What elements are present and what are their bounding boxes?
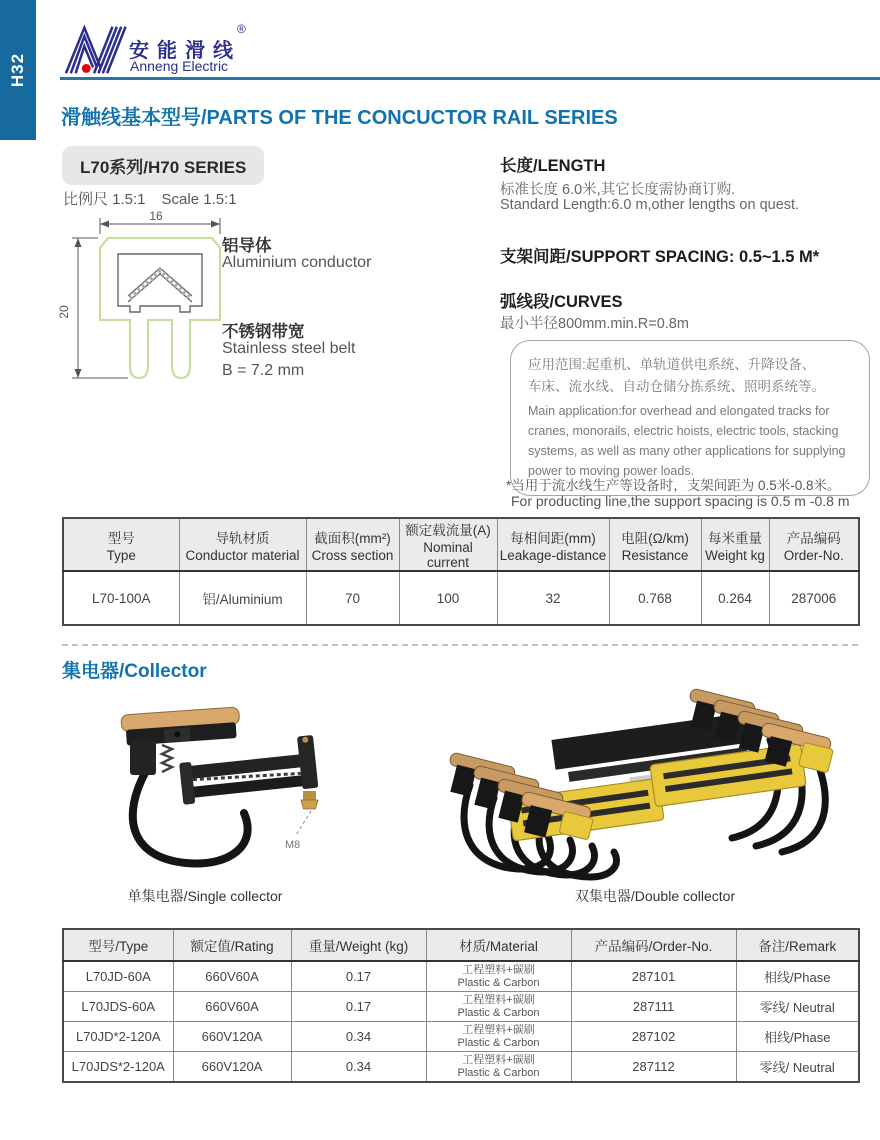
brand-name-en: Anneng Electric: [130, 58, 229, 74]
rail-cell-material: 铝/Aluminium: [179, 571, 306, 625]
conductor-label-cn: 铝导体: [222, 237, 272, 255]
curves-heading: 弧线段/CURVES: [500, 293, 623, 311]
collector-spring: [162, 745, 172, 772]
belt-label-en: Stainless steel belt: [222, 340, 356, 357]
single-collector-image: [100, 695, 350, 880]
aluminium-conductor-contour: [118, 254, 202, 312]
dim-width-label: 16: [149, 209, 163, 223]
carbon-brush-head: [121, 707, 241, 746]
application-cn-1: 应用范围:起重机、单轨道供电系统、升降设备、: [528, 357, 816, 372]
page-title: 滑触线基本型号/PARTS OF THE CONCUCTOR RAIL SERIES: [61, 107, 618, 129]
collector-row: L70JD*2-120A 660V120A 0.34 工程塑料+碳刷 Plastic & Carbon 287102 相线/Phase: [63, 1022, 859, 1052]
rail-table-row: [63, 571, 859, 625]
rail-cell-nominal-current: 100: [399, 571, 497, 625]
rail-col-resistance: 电阻(Ω/km) Resistance: [609, 518, 701, 571]
col-rating: 额定值/Rating: [173, 929, 291, 961]
rail-col-nominal-current: 额定载流量(A) Nominal current: [399, 518, 497, 571]
header-rule: [60, 77, 880, 80]
scale-en: Scale 1.5:1: [161, 191, 237, 208]
rail-col-leakage-distance: 每相间距(mm) Leakage-distance: [497, 518, 609, 571]
length-line-cn: 标准长度 6.0米,其它长度需协商订购.: [500, 182, 736, 198]
rail-col-type: 型号 Type: [63, 518, 179, 571]
application-box: [510, 340, 870, 496]
col-weight: 重量/Weight (kg): [291, 929, 426, 961]
rail-col-material: 导轨材质 Conductor material: [179, 518, 306, 571]
m8-bolt: [301, 791, 318, 809]
rail-col-cross-section: 截面积(mm²) Cross section: [306, 518, 399, 571]
support-spacing-heading: 支架间距/SUPPORT SPACING: 0.5~1.5 M*: [500, 248, 820, 266]
collector-table-header-row: [63, 929, 859, 961]
collector-table: [62, 928, 860, 1083]
rail-col-order-no: 产品编码 Order-No.: [769, 518, 859, 571]
footnote-cn: *当用于流水线生产等设备时，支架间距为 0.5米-0.8米。: [506, 478, 841, 493]
rail-cell-leakage-distance: 32: [497, 571, 609, 625]
brand-name-cn: 安能滑线: [129, 40, 241, 62]
col-order-no: 产品编码/Order-No.: [571, 929, 736, 961]
length-heading: 长度/LENGTH: [500, 157, 606, 175]
rail-cell-order-no: 287006: [769, 571, 859, 625]
application-en: Main application:for overhead and elongated tracks for cranes, monorails, electric hoists, electric tools, stacking systems, as well as many other applications for supplying power to moving power loads.: [528, 403, 846, 479]
page-tab: [0, 0, 36, 140]
double-collector-caption: 双集电器/Double collector: [574, 888, 736, 904]
stainless-belt-hatch: [130, 271, 190, 298]
page-tab-code: H32: [8, 52, 27, 88]
collector-row: L70JDS-60A 660V60A 0.17 工程塑料+碳刷 Plastic & Carbon 287111 零线/ Neutral: [63, 992, 859, 1022]
dotted-divider: [62, 644, 858, 646]
curves-line: 最小半径800mm.min.R=0.8m: [500, 316, 689, 332]
belt-label-cn: 不锈钢带宽: [222, 323, 305, 341]
collector-row: L70JDS*2-120A 660V120A 0.34 工程塑料+碳刷 Plastic & Carbon 287112 零线/ Neutral: [63, 1052, 859, 1083]
col-type: 型号/Type: [63, 929, 173, 961]
rail-cell-cross-section: 70: [306, 571, 399, 625]
rail-cell-type: L70-100A: [63, 571, 179, 625]
application-cn-2: 车床、流水线、自动仓储分拣系统、照明系统等。: [528, 379, 825, 395]
registered-mark: ®: [237, 22, 246, 36]
belt-width-note: B = 7.2 mm: [222, 362, 305, 379]
conductor-label-en: Aluminium conductor: [222, 254, 372, 271]
col-remark: 备注/Remark: [736, 929, 859, 961]
brand-logo-icon: [64, 22, 128, 78]
scale-note: [63, 188, 253, 209]
dim-height-label: 20: [57, 305, 71, 319]
rail-cell-resistance: 0.768: [609, 571, 701, 625]
col-material: 材质/Material: [426, 929, 571, 961]
scale-cn: 比例尺 1.5:1: [63, 191, 146, 208]
rail-table-header-row: [63, 518, 859, 571]
double-collector-image: [440, 670, 860, 885]
length-line-en: Standard Length:6.0 m,other lengths on quest.: [500, 197, 800, 213]
m8-label: M8: [285, 839, 301, 851]
rail-spec-table: [62, 517, 860, 626]
collector-row: L70JD-60A 660V60A 0.17 工程塑料+碳刷 Plastic & Carbon 287101 相线/Phase: [63, 961, 859, 992]
series-badge: L70系列/H70 SERIES: [62, 146, 264, 185]
footnote-en: For producting line,the support spacing is 0.5 m -0.8 m: [511, 493, 850, 509]
collector-heading: 集电器/Collector: [62, 661, 207, 682]
rail-cell-weight: 0.264: [701, 571, 769, 625]
single-collector-caption: 单集电器/Single collector: [127, 888, 283, 904]
rail-col-weight: 每米重量 Weight kg: [701, 518, 769, 571]
